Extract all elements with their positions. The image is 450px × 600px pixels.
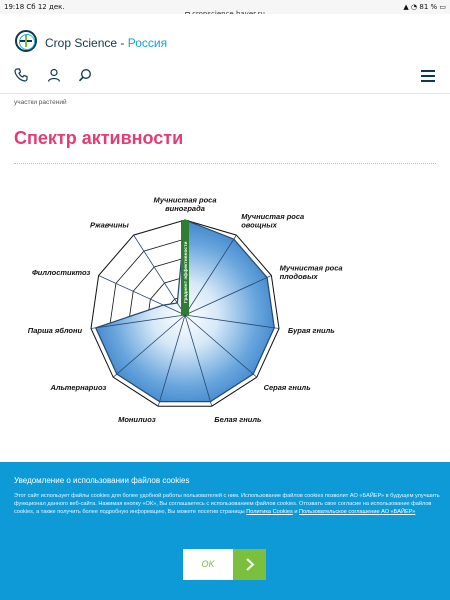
search-icon[interactable]	[78, 68, 92, 82]
cookie-ok-button[interactable]	[183, 549, 266, 580]
region-name: Россия	[127, 36, 168, 50]
cookie-policy-link[interactable]: Политика Cookies	[246, 509, 293, 515]
axis-label: Парша яблони	[27, 325, 83, 335]
user-icon[interactable]	[47, 68, 61, 82]
cookie-body: Этот сайт использует файлы cookies для более удобной работы пользователей с ним. Использование файлов cookies позволит АО «БАЙЕР» в будущем улучшить функционал данного веб-сайта. Нажимая кнопку «ОК», Вы соглашаетесь с использованием файлов cookies. Отозвать свое согласие на использование файлов cookies, а также получить более подробную информацию, Вы можете посетив страницы	[14, 493, 440, 515]
cookie-and: и	[292, 509, 300, 515]
phone-icon[interactable]	[14, 68, 28, 82]
ok-label: OK	[201, 559, 215, 569]
status-time: 19:18	[4, 3, 25, 11]
battery-level: 81 %	[419, 3, 438, 11]
user-agreement-link[interactable]: Пользовательское соглашение АО «БАЙЕР»	[299, 509, 416, 515]
cookie-text	[14, 492, 440, 516]
axis-label: Мучнистая роса плодовых	[279, 263, 343, 281]
section-divider	[14, 163, 436, 164]
axis-label: Бурая гниль	[287, 325, 335, 335]
axis-label: Мучнистая роса винограда	[153, 195, 217, 213]
chevron-right-icon	[233, 549, 266, 580]
axis-label: Серая гниль	[263, 383, 311, 393]
hamburger-menu-icon[interactable]	[421, 70, 435, 82]
site-title[interactable]	[45, 36, 167, 50]
axis-label: Мучнистая роса овощных	[241, 212, 305, 230]
axis-label: Монилиоз	[118, 414, 156, 424]
gradient-label: Градиент эффективности	[184, 241, 189, 303]
axis-label: Белая гниль	[214, 414, 262, 424]
status-bar: 19:18 Сб 12 дек. ▲ ◔ 81 % ▭	[0, 0, 450, 14]
site-header	[0, 14, 450, 94]
axis-label: Филлостиктоз	[31, 267, 91, 277]
status-date: Сб 12 дек.	[26, 3, 65, 11]
bayer-logo[interactable]	[15, 30, 37, 52]
activity-radar-chart	[0, 175, 450, 445]
brand-name: Crop Science	[45, 36, 118, 50]
section-title: Спектр активности	[14, 128, 184, 148]
axis-label: Альтернариоз	[50, 383, 107, 393]
title-separator: -	[117, 36, 128, 50]
cookie-title: Уведомление о использовании файлов cookies	[14, 476, 190, 485]
axis-label: Ржавчины	[89, 220, 129, 230]
cookie-banner	[0, 462, 450, 600]
partial-text: участки растений	[14, 99, 67, 106]
